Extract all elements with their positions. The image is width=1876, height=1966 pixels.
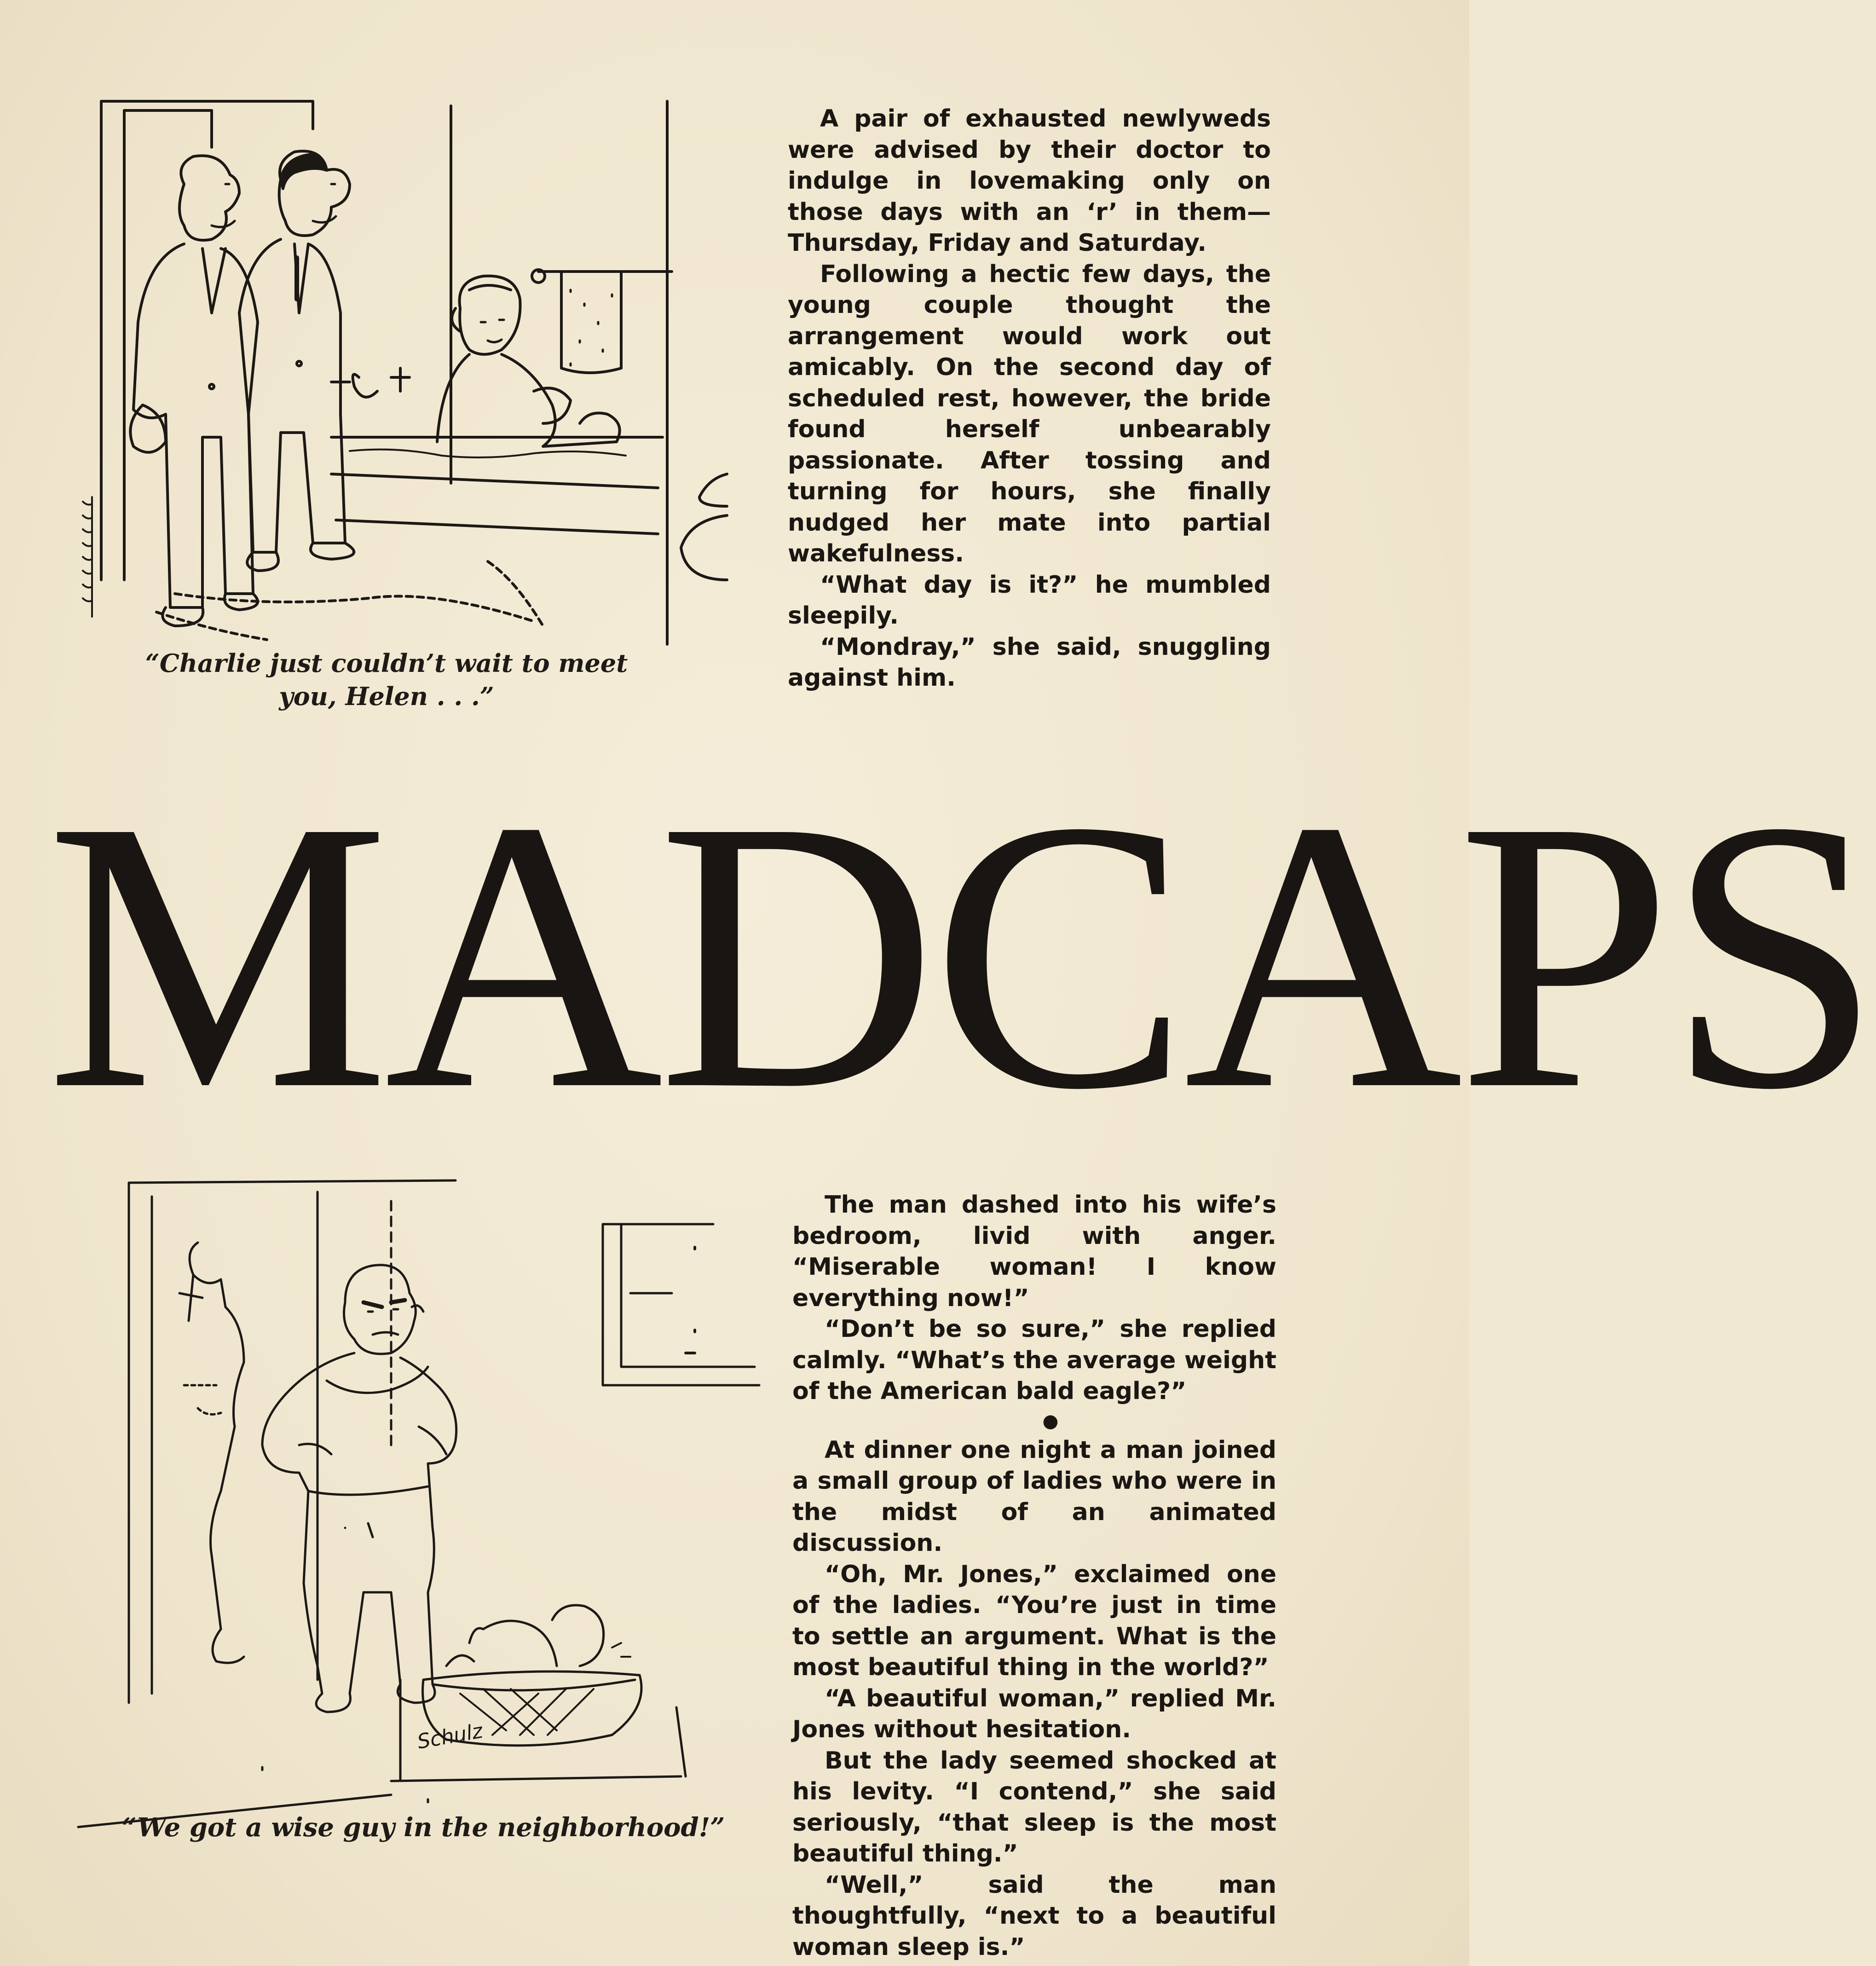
joke2-paragraph: The man dashed into his wife’s bedroom, livid with anger. “Miserable woman! I know everything now!” [792,1191,1276,1312]
top-cartoon-caption [110,647,663,713]
woman-figure [179,1243,244,1663]
towel [561,272,621,373]
right-column-bottom [792,1190,1276,1963]
top-cartoon-illustration [74,92,736,649]
man-head [344,1265,416,1354]
joke3-paragraph: At dinner one night a man joined a small group of ladies who were in the midst of an animated discussion. [792,1436,1276,1557]
sink [681,474,727,580]
man2-hair [281,154,327,189]
man2-suit [239,239,345,552]
joke3-paragraph: “A beautiful woman,” replied Mr. Jones without hesitation. [792,1684,1276,1743]
man1-hat [130,405,166,452]
man-body [262,1353,456,1712]
man-eyebrows [364,1300,405,1307]
man1-suit [133,244,258,607]
bathtub [331,437,663,534]
radiator [83,497,92,617]
window [603,1224,759,1385]
woman-body [437,354,620,446]
cartoon-signature: Schulz [416,1719,485,1754]
baby [446,1605,604,1666]
faucet [331,368,410,397]
top-cartoon-caption-line1: “Charlie just couldn’t wait to meet [145,648,628,678]
joke1-paragraph: “What day is it?” he mumbled sleepily. [788,571,1271,630]
joke1-paragraph: A pair of exhausted newlyweds were advised by their doctor to indulge in lovemaking only on those days with an ‘r’ in them—Thursday, Friday and Saturday. [788,105,1271,257]
joke3-paragraph: “Well,” said the man thoughtfully, “next to a beautiful woman sleep is.” [792,1871,1276,1961]
bath-rug [156,561,543,640]
joke2-paragraph: “Don’t be so sure,” she replied calmly. “What’s the average weight of the American bald eagle?” [792,1315,1276,1405]
page-title: MADCAPS [46,740,1876,1169]
door-frame [129,1180,456,1703]
wall-line [451,101,667,644]
bottom-cartoon-illustration [69,1169,768,1836]
joke3-paragraph: “Oh, Mr. Jones,” exclaimed one of the ladies. “You’re just in time to settle an argument. What is the most beautiful thing in the world?” [792,1560,1276,1681]
joke3-paragraph: But the lady seemed shocked at his levity. “I contend,” she said seriously, “that sleep is the most beautiful thing.” [792,1746,1276,1868]
joke1-paragraph: “Mondray,” she said, snuggling against him. [788,633,1271,692]
joke1-column [788,104,1271,694]
bullet-separator: ● [1042,1410,1059,1432]
top-cartoon-caption-line2: you, Helen . . .” [279,682,494,711]
man-undershirt [308,1367,428,1495]
joke1-paragraph: Following a hectic few days, the young couple thought the arrangement would work out amicably. On the second day of scheduled rest, however, the bride found herself unbearably passionate. After tossing and turning for hours, she finally nudged her mate into partial wakefulness. [788,260,1271,567]
bottom-cartoon-caption: “We got a wise guy in the neighborhood!” [121,1812,725,1843]
man1-head [179,156,239,240]
